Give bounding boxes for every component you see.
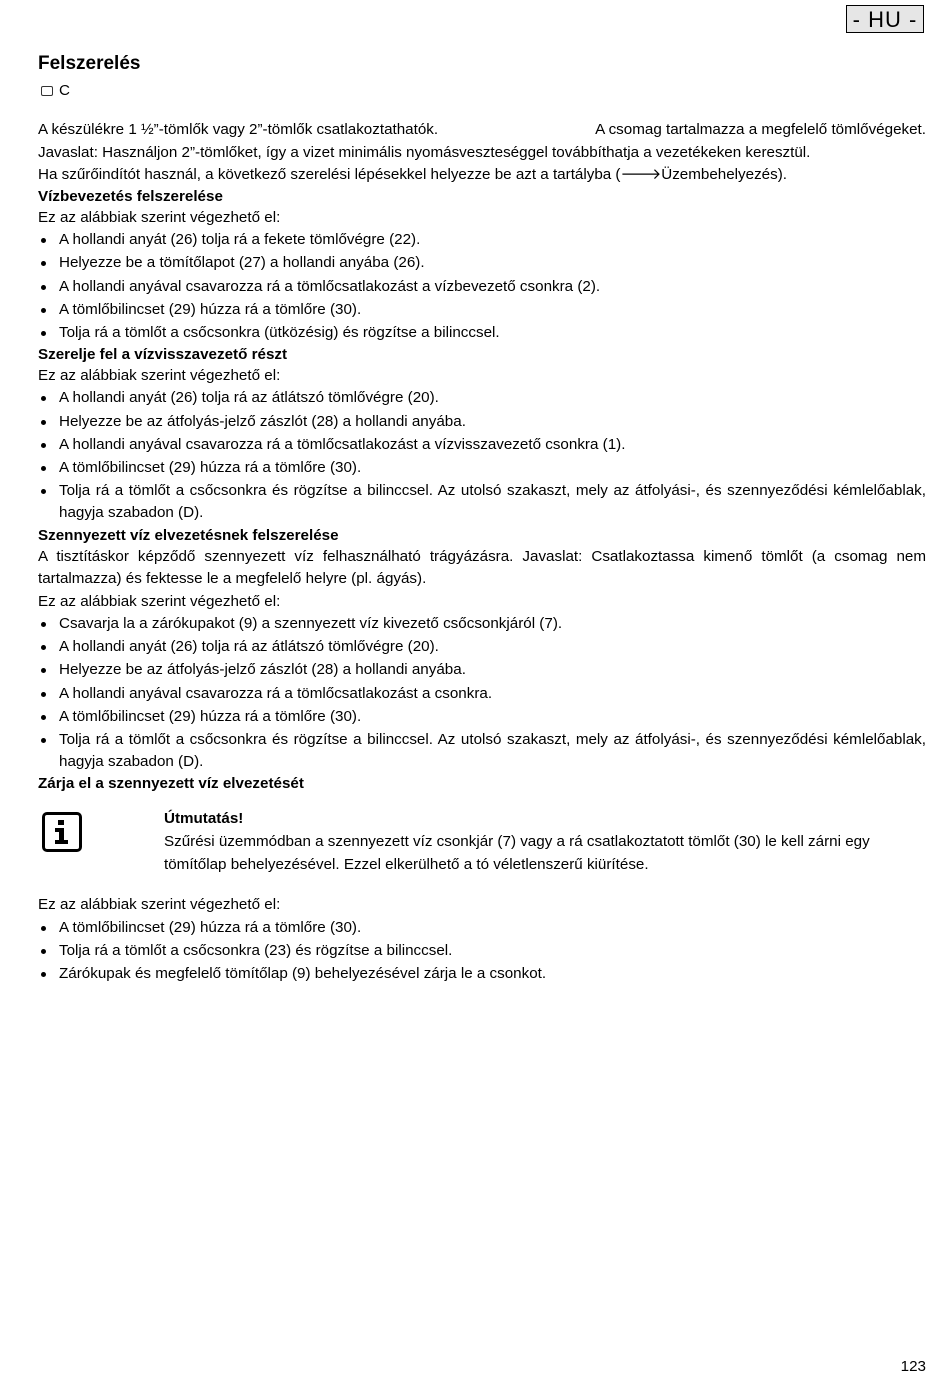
- list-item: Tolja rá a tömlőt a csőcsonkra és rögzítse a bilinccsel. Az utolsó szakaszt, mely az átfolyási-, és szennyeződési kémlelőablak, hagyja szabadon (D).: [38, 480, 926, 525]
- list-item: Tolja rá a tömlőt a csőcsonkra (ütközésig) és rögzítse a bilinccsel.: [38, 322, 926, 345]
- section-lead: Ez az alábbiak szerint végezhető el:: [38, 896, 281, 914]
- intro-line-1-left: A készülékre 1 ½”-tömlők vagy 2”-tömlők csatlakoztathatók.: [38, 121, 439, 138]
- section-heading-close-drain: Zárja el a szennyezett víz elvezetését: [38, 775, 304, 793]
- intro-line-1: [38, 119, 926, 142]
- section-paragraph: A tisztításkor képződő szennyezett víz felhasználható trágyázásra. Javaslat: Csatlakoztassa kimenő tömlőt (a csomag nem tartalmazza) és fektesse le a megfelelő helyre (pl. ágyás).: [38, 547, 926, 588]
- figure-reference-label: C: [59, 81, 70, 99]
- section-lead: Ez az alábbiak szerint végezhető el:: [38, 592, 281, 610]
- intro-line-1-right: A csomag tartalmazza a megfelelő tömlővégeket.: [595, 121, 926, 138]
- list-item: A hollandi anyával csavarozza rá a tömlőcsatlakozást a csonkra.: [38, 683, 926, 706]
- list-item: A tömlőbilincset (29) húzza rá a tömlőre (30).: [38, 917, 926, 940]
- step-list-water-return: [38, 387, 926, 525]
- section-lead: Ez az alábbiak szerint végezhető el:: [38, 208, 281, 226]
- list-item: Csavarja la a zárókupakot (9) a szennyezett víz kivezető csőcsonkjáról (7).: [38, 613, 926, 636]
- section-heading-dirty-water-drain: Szennyezett víz elvezetésnek felszerelése: [38, 526, 339, 544]
- list-item: A hollandi anyát (26) tolja rá az átlátszó tömlővégre (20).: [38, 636, 926, 659]
- info-icon: [42, 812, 82, 852]
- list-item: Tolja rá a tömlőt a csőcsonkra és rögzítse a bilinccsel. Az utolsó szakaszt, mely az átfolyási-, és szennyeződési kémlelőablak, hagyja szabadon (D).: [38, 729, 926, 774]
- section-heading-water-inlet: Vízbevezetés felszerelése: [38, 187, 223, 205]
- list-item: A hollandi anyát (26) tolja rá az átlátszó tömlővégre (20).: [38, 387, 926, 410]
- list-item: A hollandi anyát (26) tolja rá a fekete tömlővégre (22).: [38, 229, 926, 252]
- list-item: Tolja rá a tömlőt a csőcsonkra (23) és rögzítse a bilinccsel.: [38, 940, 926, 963]
- note-body: [164, 808, 926, 880]
- list-item: Helyezze be a tömítőlapot (27) a hollandi anyába (26).: [38, 252, 926, 275]
- list-item: A tömlőbilincset (29) húzza rá a tömlőre (30).: [38, 299, 926, 322]
- list-item: Helyezze be az átfolyás-jelző zászlót (28) a hollandi anyába.: [38, 659, 926, 682]
- figure-reference: [38, 80, 926, 102]
- list-item: A tömlőbilincset (29) húzza rá a tömlőre (30).: [38, 457, 926, 480]
- note-title: Útmutatás!: [164, 810, 244, 828]
- intro-line-2: Javaslat: Használjon 2”-tömlőket, így a vizet minimális nyomásveszteséggel továbbíthatja a vezetékeken keresztül.: [38, 143, 811, 161]
- page-content: [38, 52, 926, 986]
- section-heading-water-return: Szerelje fel a vízvisszavezető részt: [38, 345, 288, 363]
- page-number: 123: [900, 1358, 926, 1375]
- list-item: A hollandi anyával csavarozza rá a tömlőcsatlakozást a vízbevezető csonkra (2).: [38, 276, 926, 299]
- step-list-dirty-water-drain: [38, 613, 926, 774]
- note-box: [38, 808, 926, 880]
- list-item: A hollandi anyával csavarozza rá a tömlőcsatlakozást a vízvisszavezető csonkra (1).: [38, 434, 926, 457]
- note-text: Szűrési üzemmódban a szennyezett víz csonkjár (7) vagy a rá csatlakoztatott tömlőt (30) le kell zárni egy tömítőlap behelyezésével. Ezzel elkerülhető a tó véletlenszerű kiürítése.: [164, 833, 870, 873]
- list-item: A tömlőbilincset (29) húzza rá a tömlőre (30).: [38, 706, 926, 729]
- step-list-close-drain: [38, 917, 926, 986]
- checkbox-icon: [41, 86, 53, 96]
- intro-line-3: Ha szűrőindítót használ, a következő szerelési lépésekkel helyezze be azt a tartályba (🡒Üzembehelyezés).: [38, 166, 787, 184]
- list-item: Zárókupak és megfelelő tömítőlap (9) behelyezésével zárja le a csonkot.: [38, 963, 926, 986]
- section-lead: Ez az alábbiak szerint végezhető el:: [38, 366, 281, 384]
- list-item: Helyezze be az átfolyás-jelző zászlót (28) a hollandi anyába.: [38, 411, 926, 434]
- language-tag: - HU -: [846, 5, 924, 33]
- page-title: Felszerelés: [38, 53, 141, 74]
- step-list-water-inlet: [38, 229, 926, 344]
